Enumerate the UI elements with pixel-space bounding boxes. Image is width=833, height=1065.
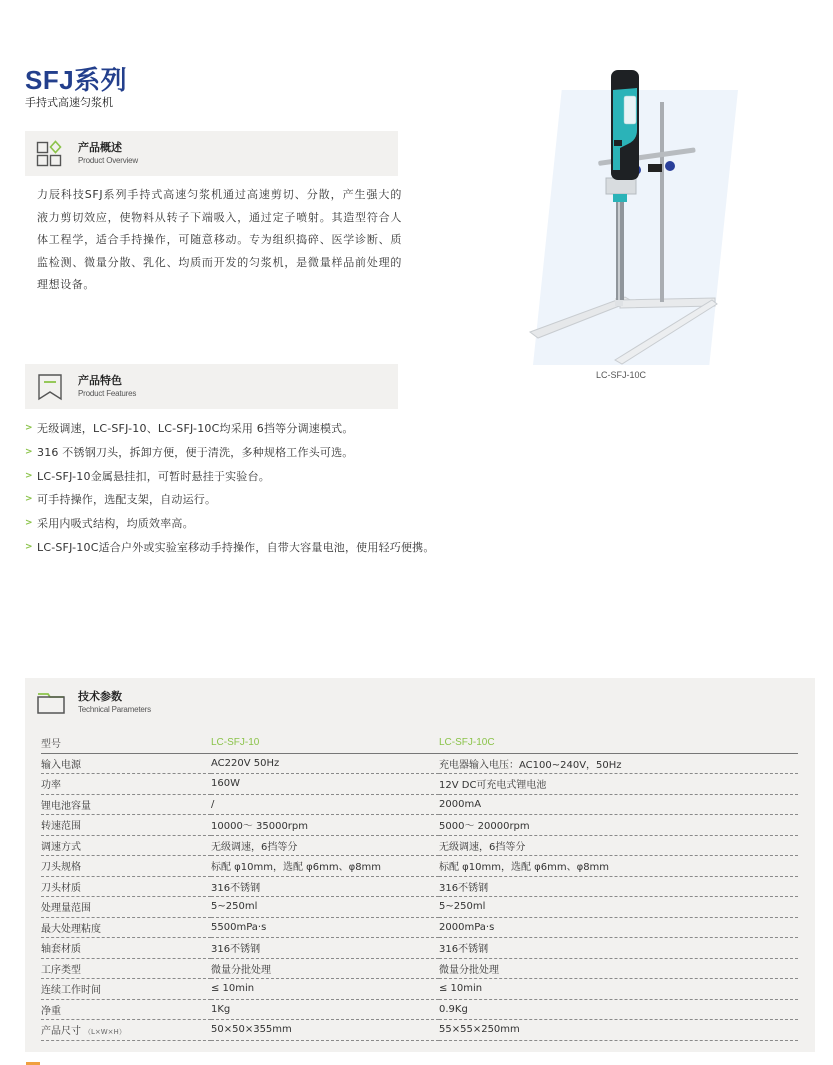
chevron-right-icon: > [25,446,33,457]
chevron-right-icon: > [25,518,33,529]
row-value-b: 2000mPa·s [439,917,798,938]
features-section-header [25,364,398,409]
series-subtitle: 手持式高速匀浆机 [25,96,113,109]
overview-section-header [25,131,398,176]
row-value-a: 无级调速，6挡等分 [211,835,439,856]
row-value-b: 标配 φ10mm，选配 φ6mm、φ8mm [439,856,798,877]
feature-item [25,536,435,560]
table-row [41,1020,798,1041]
table-row [41,897,798,918]
header-model-a: LC-SFJ-10 [211,733,439,753]
feature-text: LC-SFJ-10金属悬挂扣，可暂时悬挂于实验台。 [37,469,270,483]
row-value-a: / [211,794,439,815]
grid-diamond-icon [36,140,64,168]
series-title: SFJ系列 [25,65,128,95]
row-value-b: 2000mA [439,794,798,815]
table-header-row [41,733,798,753]
table-row [41,774,798,795]
row-value-b: ≤ 10min [439,979,798,1000]
product-caption: LC-SFJ-10C [596,370,647,380]
folder-icon [36,689,64,717]
table-row [41,999,798,1020]
row-label: 锂电池容量 [41,794,211,815]
feature-item [25,465,435,489]
row-label: 工序类型 [41,958,211,979]
table-row [41,958,798,979]
table-row [41,753,798,774]
row-label: 刀头规格 [41,856,211,877]
row-label: 刀头材质 [41,876,211,897]
row-value-b: 316不锈钢 [439,938,798,959]
table-row [41,979,798,1000]
feature-item [25,441,435,465]
row-value-b: 无级调速，6挡等分 [439,835,798,856]
row-label: 轴套材质 [41,938,211,959]
row-value-b: 充电器输入电压：AC100~240V，50Hz [439,753,798,774]
row-value-a: ≤ 10min [211,979,439,1000]
row-value-a: 5500mPa·s [211,917,439,938]
feature-text: LC-SFJ-10C适合户外或实验室移动手持操作，自带大容量电池，使用轻巧便携。 [37,540,435,554]
bookmark-icon [36,373,64,401]
row-label: 产品尺寸 [41,1026,81,1038]
table-row [41,917,798,938]
row-value-a: AC220V 50Hz [211,753,439,774]
row-value-a: 10000～ 35000rpm [211,815,439,836]
row-value-a: 316不锈钢 [211,876,439,897]
row-label: 最大处理粘度 [41,917,211,938]
row-label: 功率 [41,774,211,795]
table-row [41,815,798,836]
params-title-en: Technical Parameters [78,705,151,714]
row-value-a: 5~250ml [211,897,439,918]
features-title-en: Product Features [78,389,137,398]
row-value-b: 12V DC可充电式锂电池 [439,774,798,795]
features-title: 产品特色 [78,374,122,387]
table-row [41,876,798,897]
row-value-b: 5000～ 20000rpm [439,815,798,836]
row-value-b: 0.9Kg [439,999,798,1020]
params-table [41,733,798,1041]
row-value-a: 50×50×355mm [211,1020,439,1041]
row-label-cell [41,1020,211,1041]
params-title: 技术参数 [78,690,122,703]
feature-item [25,417,435,441]
chevron-right-icon: > [25,423,33,433]
row-value-a: 316不锈钢 [211,938,439,959]
chevron-right-icon: > [25,494,33,505]
features-list [25,417,435,560]
row-label: 转速范围 [41,815,211,836]
feature-text: 可手持操作，选配支架，自动运行。 [37,493,217,507]
row-value-b: 55×55×250mm [439,1020,798,1041]
chevron-right-icon: > [25,470,33,481]
header-model-b: LC-SFJ-10C [439,733,798,753]
feature-text: 316 不锈钢刀头，拆卸方便，便于清洗，多种规格工作头可选。 [37,445,354,459]
dimension-unit-note: （L×W×H） [84,1028,126,1037]
row-value-a: 160W [211,774,439,795]
feature-item [25,512,435,536]
overview-title-en: Product Overview [78,156,138,165]
params-section-header [25,680,815,725]
table-row [41,938,798,959]
row-value-a: 1Kg [211,999,439,1020]
table-row [41,856,798,877]
row-value-a: 微量分批处理 [211,958,439,979]
row-label: 处理量范围 [41,897,211,918]
feature-text: 采用内吸式结构，均质效率高。 [37,517,194,531]
chevron-right-icon: > [25,541,33,552]
row-label: 连续工作时间 [41,979,211,1000]
overview-paragraph: 力辰科技SFJ系列手持式高速匀浆机通过高速剪切、分散，产生强大的液力剪切效应，使物料从转子下端吸入，通过定子喷射。其造型符合人体工程学，适合手持操作，可随意移动。专为组织捣碎、医学诊断、质监检测、微量分散、乳化、均质而开发的匀浆机，是微量样品前处理的理想设备。 [37,188,402,291]
table-row [41,794,798,815]
row-value-b: 微量分批处理 [439,958,798,979]
row-value-b: 316不锈钢 [439,876,798,897]
homogenizer-product-image [520,60,750,370]
feature-text: 无级调速，LC-SFJ-10、LC-SFJ-10C均采用 6挡等分调速模式。 [37,422,354,435]
row-value-a: 标配 φ10mm，选配 φ6mm、φ8mm [211,856,439,877]
overview-title: 产品概述 [78,141,122,154]
header-model-label: 型号 [41,733,211,753]
table-row [41,835,798,856]
row-label: 调速方式 [41,835,211,856]
row-label: 输入电源 [41,753,211,774]
feature-item [25,488,435,512]
row-value-b: 5~250ml [439,897,798,918]
row-label: 净重 [41,999,211,1020]
